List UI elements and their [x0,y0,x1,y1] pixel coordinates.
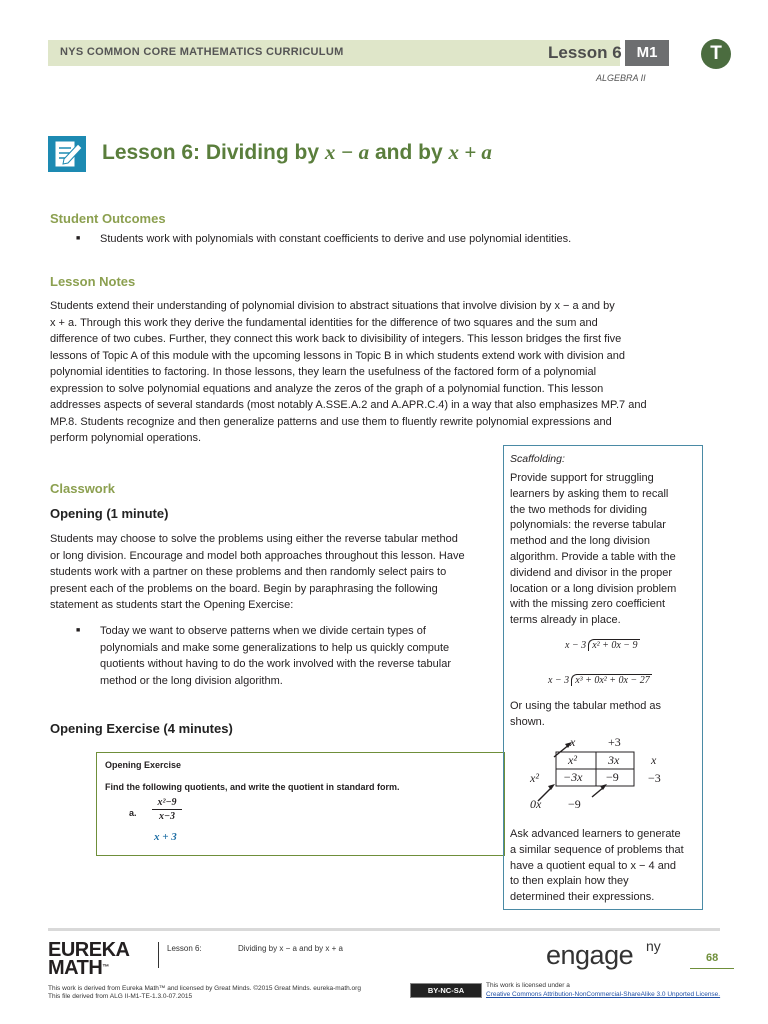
course-name: ALGEBRA II [596,73,646,83]
exercise-instruction: Find the following quotients, and write the quotient in standard form. [105,782,400,792]
opening-paragraph: Students may choose to solve the problems using either the reverse tabular method or long division. Encourage and model both approaches throughout this lesson. Have students work with a partner on these problems and then randomly select pairs to present each of the problems on the board. Begin by paraphrasing the following statement as students start the Opening Exercise: [50,533,465,611]
teacher-badge-icon: T [701,39,731,69]
page-number-underline [690,968,734,969]
footer-lesson-label: Lesson 6: [167,944,202,953]
opening-bullet: Today we want to observe patterns when we divide certain types of polynomials and make some generalizations to help us quickly compute quotients without having to do the work involved with the reverse tabular method or the long division algorithm. [100,625,451,687]
notes-heading: Lesson Notes [50,274,136,289]
footer-separator [158,942,159,968]
fraction-numerator: x²−9 [152,797,182,810]
tabular-method-diagram: x +3 x² 3x −3x −9 x² x −3 0x −9 [530,735,661,811]
bullet-icon: ■ [76,235,81,242]
fraction-denominator: x−3 [158,811,176,822]
title-expression-2: x + a [448,140,492,164]
curriculum-name: NYS COMMON CORE MATHEMATICS CURRICULUM [60,46,344,58]
opening-heading: Opening (1 minute) [50,506,169,521]
lesson-label: Lesson 6 [548,43,622,62]
long-division-2: x − 3 x³ + 0x² + 0x − 27 [548,675,650,686]
module-badge: M1 [625,40,669,66]
scaffolding-title: Scaffolding: [510,453,565,465]
footer-lesson-title: Dividing by x − a and by x + a [238,944,343,953]
engageny-logo-ny: ny [646,938,661,954]
exercise-fraction [152,797,182,822]
footer-divider [48,928,720,931]
outcomes-heading: Student Outcomes [50,211,166,226]
long-division-1: x − 3 x² + 0x − 9 [565,640,638,651]
notebook-pencil-icon [48,136,86,172]
license-text: This work is licensed under a Creative Commons Attribution-NonCommercial-ShareAlike 3.0 Unported License. [486,982,721,998]
exercise-title: Opening Exercise [105,760,182,770]
eureka-math-logo: EUREKA MATH™ [48,939,130,979]
page-number: 68 [706,952,719,964]
license-link[interactable]: Creative Commons Attribution-NonCommercial-ShareAlike 3.0 Unported License. [486,991,721,998]
footer-credit: This work is derived from Eureka Math™ and licensed by Great Minds. ©2015 Great Minds. eureka-math.org This file derived from ALG II-M1-TE-1.3.0-07.2015 [48,985,361,1000]
outcome-item: Students work with polynomials with constant coefficients to derive and use polynomial identities. [100,233,572,245]
exercise-answer: x + 3 [154,831,177,843]
scaffolding-text-1: Provide support for struggling learners by asking them to recall the two methods for dividing polynomials: the reverse tabular method and the long division algorithm. Provide a table with the dividend and divisor in the proper location or a long division problem with the missing zero coefficient terms already in place. [510,472,677,627]
lesson-notes-paragraph: Students extend their understanding of polynomial division to abstract situations that involve division by x − a and by x + a. Through this work they derive the fundamental identities for the difference of two squares and the sum and difference of two cubes. Further, they connect this work back to divisibility of integers. This lesson bridges the first five lessons of Topic A of this module with the upcoming lessons in Topic B in which students extend work with division and polynomial identities to factoring. In those lessons, they learn the usefulness of the factored form of a polynomial expression to solve polynomial equations and analyze the zeros of the graph of a polynomial function. This lesson addresses aspects of several standards (most notably A.SSE.A.2 and A.APR.C.4) in a way that also emphasizes MP.7 and MP.8. Students recognize and then generalize patterns and use them to fluently rewrite polynomial expressions and perform polynomial operations. [50,300,647,444]
classwork-heading: Classwork [50,481,116,496]
page-title: Lesson 6: Dividing by x − a and by x + a [102,140,492,164]
exercise-item-label: a. [129,808,137,818]
scaffolding-text-3: Ask advanced learners to generate a similar sequence of problems that have a quotient equal to x − 4 and to then explain how they determined their expressions. [510,828,684,904]
creative-commons-badge: BY-NC-SA [410,983,482,998]
exercise-heading: Opening Exercise (4 minutes) [50,721,233,736]
scaffolding-text-2: Or using the tabular method as shown. [510,700,662,728]
engageny-logo: engage [546,940,634,970]
title-expression-1: x − a [324,140,370,164]
bullet-icon: ■ [76,627,81,634]
